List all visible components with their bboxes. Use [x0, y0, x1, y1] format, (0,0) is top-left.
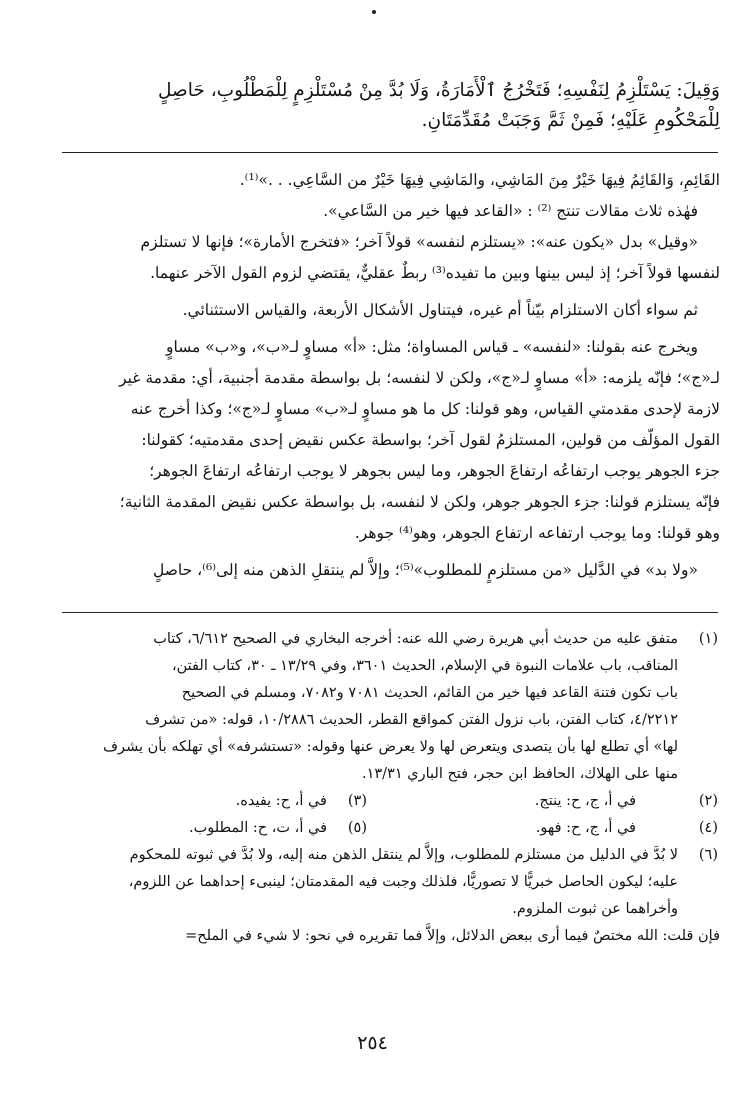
footnotes-2-3 [60, 788, 720, 815]
footnote-number: (٦) [698, 847, 718, 863]
footnote-line: لا بُدَّ في الدليل من مستلزم للمطلوب، وإلاَّ لم ينتقل الذهن منه إليه، ولا بُدَّ في ثبوته للمحكوم [129, 847, 678, 863]
commentary-line: وهو قولنا: وما يوجب ارتفاعه ارتفاع الجوهر، وهو⁽⁴⁾ جوهر. [354, 524, 720, 542]
footnote-line: عليه؛ ليكون الحاصل خبريًّا لا تصوريًّا، فلذلك وجبت فيه المقدمتان؛ لينبىء إحداهما عن اللزوم، [128, 874, 678, 890]
footnote-text: في أ، ج، ح: فهو. [535, 820, 636, 836]
commentary-line: لازمة لإحدى مقدمتي القياس، وهو قولنا: كل ما هو مساوٍ لـ«ب» مساوٍ لـ«ج»؛ وكذا أخرج عنه [130, 400, 720, 418]
footnote-number: (٢) [698, 793, 718, 809]
commentary-line: «ولا بد» في الدَّليل «من مستلزمٍ للمطلوب»⁽⁵⁾؛ وإلاَّ لم ينتقلِ الذهن منه إلى⁽⁶⁾، حاصلٍ [153, 561, 698, 579]
footnote-line: ٤/٢٢١٢، كتاب الفتن، باب نزول الفتن كمواقع القطر، الحديث ١٠/٢٨٨٦، قوله: «من تشرف [145, 712, 678, 728]
matn-line: لِلْمَحْكُومِ عَلَيْهِ؛ فَمِنْ ثَمَّ وَجَبَتْ مُقَدِّمَتَانِ. [421, 110, 720, 131]
page-ornament-dot [372, 10, 376, 14]
matn-line: وَقِيلَ: يَسْتَلْزِمُ لِنَفْسِهِ؛ فَتَخْرُجُ ٱلْأَمَارَةُ، وَلَا بُدَّ مِنْ مُسْتَلْزِمٍ لِلْمَطْلُوبِ، حَاصِلٍ [158, 80, 720, 101]
matn-separator-rule [62, 152, 718, 153]
footnote-3 [60, 788, 369, 815]
commentary-line: فإنّه يستلزم قولنا: جزء الجوهر جوهر، ولكن لا لنفسه، بل بواسطة عكس نقيض المقدمة الثانية؛ [119, 493, 720, 511]
page-number: ٢٥٤ [357, 1032, 388, 1054]
footnote-number: (٥) [347, 820, 367, 836]
footnote-number: (١) [698, 631, 718, 647]
footnote-line: وأخراهما عن ثبوت الملزوم. [512, 901, 678, 917]
footnote-1 [60, 626, 720, 788]
footnote-line: لها» أي تطلع لها بأن يتصدى ويتعرض لها ولا يعرض عنها وقوله: «تستشرفه» أي تهلكه بأن يشرف [103, 739, 678, 755]
footnote-continuation: فإن قلت: الله مختصٌ فيما أرى ببعض الدلائل، وإلاَّ فما تقريره في نحو: لا شيء في الملح= [185, 928, 720, 944]
commentary-line: «وقيل» بدل «يكون عنه»: «يستلزم لنفسه» قولاً آخر؛ «فتخرج الأمارة»؛ فإنها لا تستلزم [140, 233, 698, 251]
commentary-line: جزء الجوهر يوجب ارتفاعُه ارتفاعَ الجوهر، وما ليس بجوهر لا يوجب ارتفاعُه ارتفاعَ الجوهر؛ [149, 462, 720, 480]
commentary-line: ثم سواء أكان الاستلزام بيّناً أم غيره، فيتناول الأشكال الأربعة، والقياس الاستثنائي. [182, 301, 698, 319]
footnote-line: متفق عليه من حديث أبي هريرة رضي الله عنه: أخرجه البخاري في الصحيح ٦/٦١٢، كتاب [153, 631, 678, 647]
footnote-line: المناقب، باب علامات النبوة في الإسلام، الحديث ٣٦٠١، وفي ١٣/٢٩ ـ ٣٠، كتاب الفتن، [171, 658, 678, 674]
commentary-line: لنفسها قولاً آخر؛ إذ ليس بينها وبين ما تفيده⁽³⁾ ربطٌ عقليٌّ، يقتضي لزوم القول الآخر عنهما. [150, 264, 720, 282]
footnote-line: باب تكون فتنة القاعد فيها خير من القائم، الحديث ٧٠٨١ و٧٠٨٢، ومسلم في الصحيح [181, 685, 678, 701]
footnote-number: (٤) [698, 820, 718, 836]
footnote-number: (٣) [347, 793, 367, 809]
footnote-separator-rule [62, 612, 718, 613]
footnote-line: منها على الهلاك، الحافظ ابن حجر، فتح الباري ١٣/٣١. [361, 766, 678, 782]
footnotes [60, 626, 720, 950]
matn-text [60, 76, 720, 136]
footnotes-4-5 [60, 815, 720, 842]
footnote-text: في أ، ج، ح: ينتج. [534, 793, 636, 809]
footnote-2 [369, 788, 718, 815]
footnote-5 [60, 815, 369, 842]
commentary-line: ويخرج عنه بقولنا: «لنفسه» ـ قياس المساواة؛ مثل: «أ» مساوٍ لـ«ب»، و«ب» مساوٍ [166, 338, 698, 356]
commentary-line: لـ«ج»؛ فإنّه يلزمه: «أ» مساوٍ لـ«ج»، ولكن لا لنفسه؛ بل بواسطة مقدمة أجنبية، أي: مقدمة غير [119, 369, 720, 387]
commentary-line: القول المؤلّف من قولين، المستلزمُ لقول آخر؛ بواسطة عكس نقيض إحدى مقدمتيه؛ كقولنا: [141, 431, 720, 449]
footnote-4 [369, 815, 718, 842]
commentary-line: فهٰذه ثلاث مقالات تنتج ⁽²⁾ : «القاعد فيها خير من السَّاعي». [323, 202, 698, 220]
footnote-6 [60, 842, 720, 923]
footnote-text: في أ، ح: يفيده. [235, 793, 327, 809]
footnote-text: في أ، ت، ح: المطلوب. [188, 820, 327, 836]
commentary-line: القَائِمِ، وَالقَائِمُ فِيهَا خَيْرٌ مِنَ المَاشِي، والمَاشِي فِيهَا خَيْرٌ من السَّاعِي. . .»⁽¹⁾. [239, 171, 720, 189]
commentary-text [60, 165, 720, 586]
